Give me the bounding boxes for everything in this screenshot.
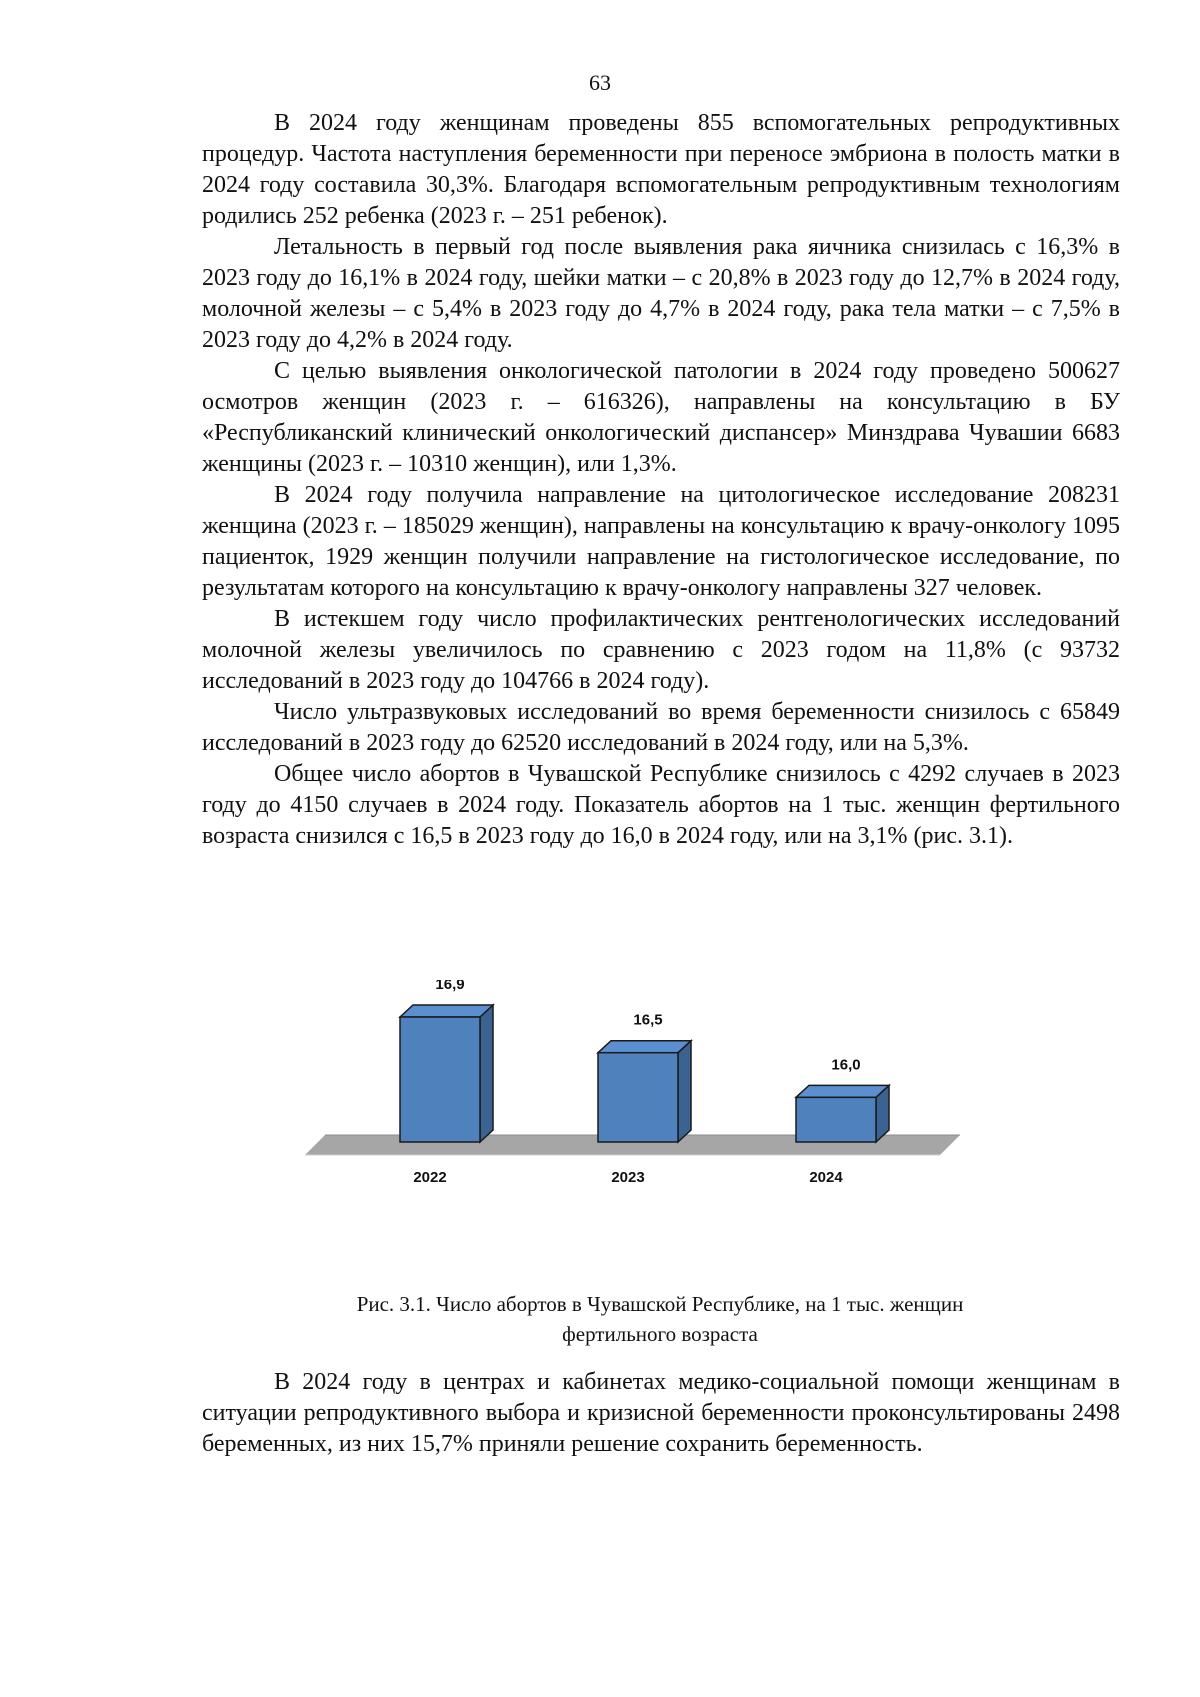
paragraph-art: В 2024 году женщинам проведены 855 вспомогательных репродуктивных процедур. Частота наступления беременности при переносе эмбриона в полость матки в 2024 году составила 30,3%. Благодаря вспомогательным репродуктивным технологиям родились 252 ребенка (2023 г. – 251 ребенок). [202, 110, 1120, 229]
body-text-top [202, 108, 1120, 852]
bar-top-2024 [796, 1085, 889, 1097]
bar-2024 [796, 1097, 876, 1142]
paragraph-ultrasound: Число ультразвуковых исследований во время беременности снизилось с 65849 исследований в 2023 году до 62520 исследований в 2024 году, или на 5,3%. [202, 699, 1120, 756]
bar-top-2022 [400, 1005, 493, 1017]
paragraph-cancer-mortality: Летальность в первый год после выявления рака яичника снизилась с 16,3% в 2023 году до 16,1% в 2024 году, шейки матки – с 20,8% в 2023 году до 12,7% в 2024 году, молочной железы – с 5,4% в 2023 году до 4,7% в 2024 году, рака тела матки – с 7,5% в 2023 году до 4,2% в 2024 году. [202, 234, 1120, 353]
paragraph-crisis-pregnancy: В 2024 году в центрах и кабинетах медико-социальной помощи женщинам в ситуации репродуктивного выбора и кризисной беременности проконсультированы 2498 беременных, из них 15,7% приняли решение сохранить беременность. [202, 1369, 1120, 1457]
x-tick-label-2022: 2022 [413, 1169, 447, 1186]
figure-caption-line-1: Рис. 3.1. Число абортов в Чувашской Республике, на 1 тыс. женщин [356, 1292, 964, 1316]
paragraph-abortions: Общее число абортов в Чувашской Республике снизилось с 4292 случаев в 2023 году до 4150 случаев в 2024 году. Показатель абортов на 1 тыс. женщин фертильного возраста снизился с 16,5 в 2023 году до 16,0 в 2024 году, или на 3,1% (рис. 3.1). [202, 761, 1120, 849]
x-tick-label-2024: 2024 [809, 1169, 843, 1186]
bar-side-2022 [480, 1005, 493, 1142]
page-number: 63 [589, 70, 611, 95]
paragraph-cytology: В 2024 году получила направление на цитологическое исследование 208231 женщина (2023 г. – 185029 женщин), направлены на консультацию к врачу-онкологу 1095 пациенток, 1929 женщин получили направление на гистологическое исследование, по результатам которого на консультацию к врачу-онкологу направлены 327 человек. [202, 482, 1120, 601]
body-text-bottom [202, 1367, 1120, 1460]
paragraph-oncology-screening: С целью выявления онкологической патологии в 2024 году проведено 500627 осмотров женщин (2023 г. – 616326), направлены на консультацию в БУ «Республиканский клинический онкологический диспансер» Минздрава Чувашии 6683 женщины (2023 г. – 10310 женщин), или 1,3%. [202, 358, 1120, 477]
figure-caption [250, 1289, 1070, 1349]
bar-top-2023 [598, 1041, 691, 1053]
data-label-2022: 16,9 [435, 980, 465, 993]
bar-2022 [400, 1017, 480, 1142]
bar-side-2023 [678, 1041, 691, 1142]
data-label-2023: 16,5 [633, 1011, 663, 1029]
data-label-2024: 16,0 [831, 1056, 861, 1074]
bar-2023 [598, 1053, 678, 1142]
x-tick-label-2023: 2023 [611, 1169, 645, 1186]
figure-caption-line-2: фертильного возраста [562, 1322, 758, 1346]
paragraph-mammography: В истекшем году число профилактических рентгенологических исследований молочной железы увеличилось по сравнению с 2023 годом на 11,8% (с 93732 исследований в 2023 году до 104766 в 2024 году). [202, 606, 1120, 694]
abortions-bar-chart [300, 980, 1100, 1280]
